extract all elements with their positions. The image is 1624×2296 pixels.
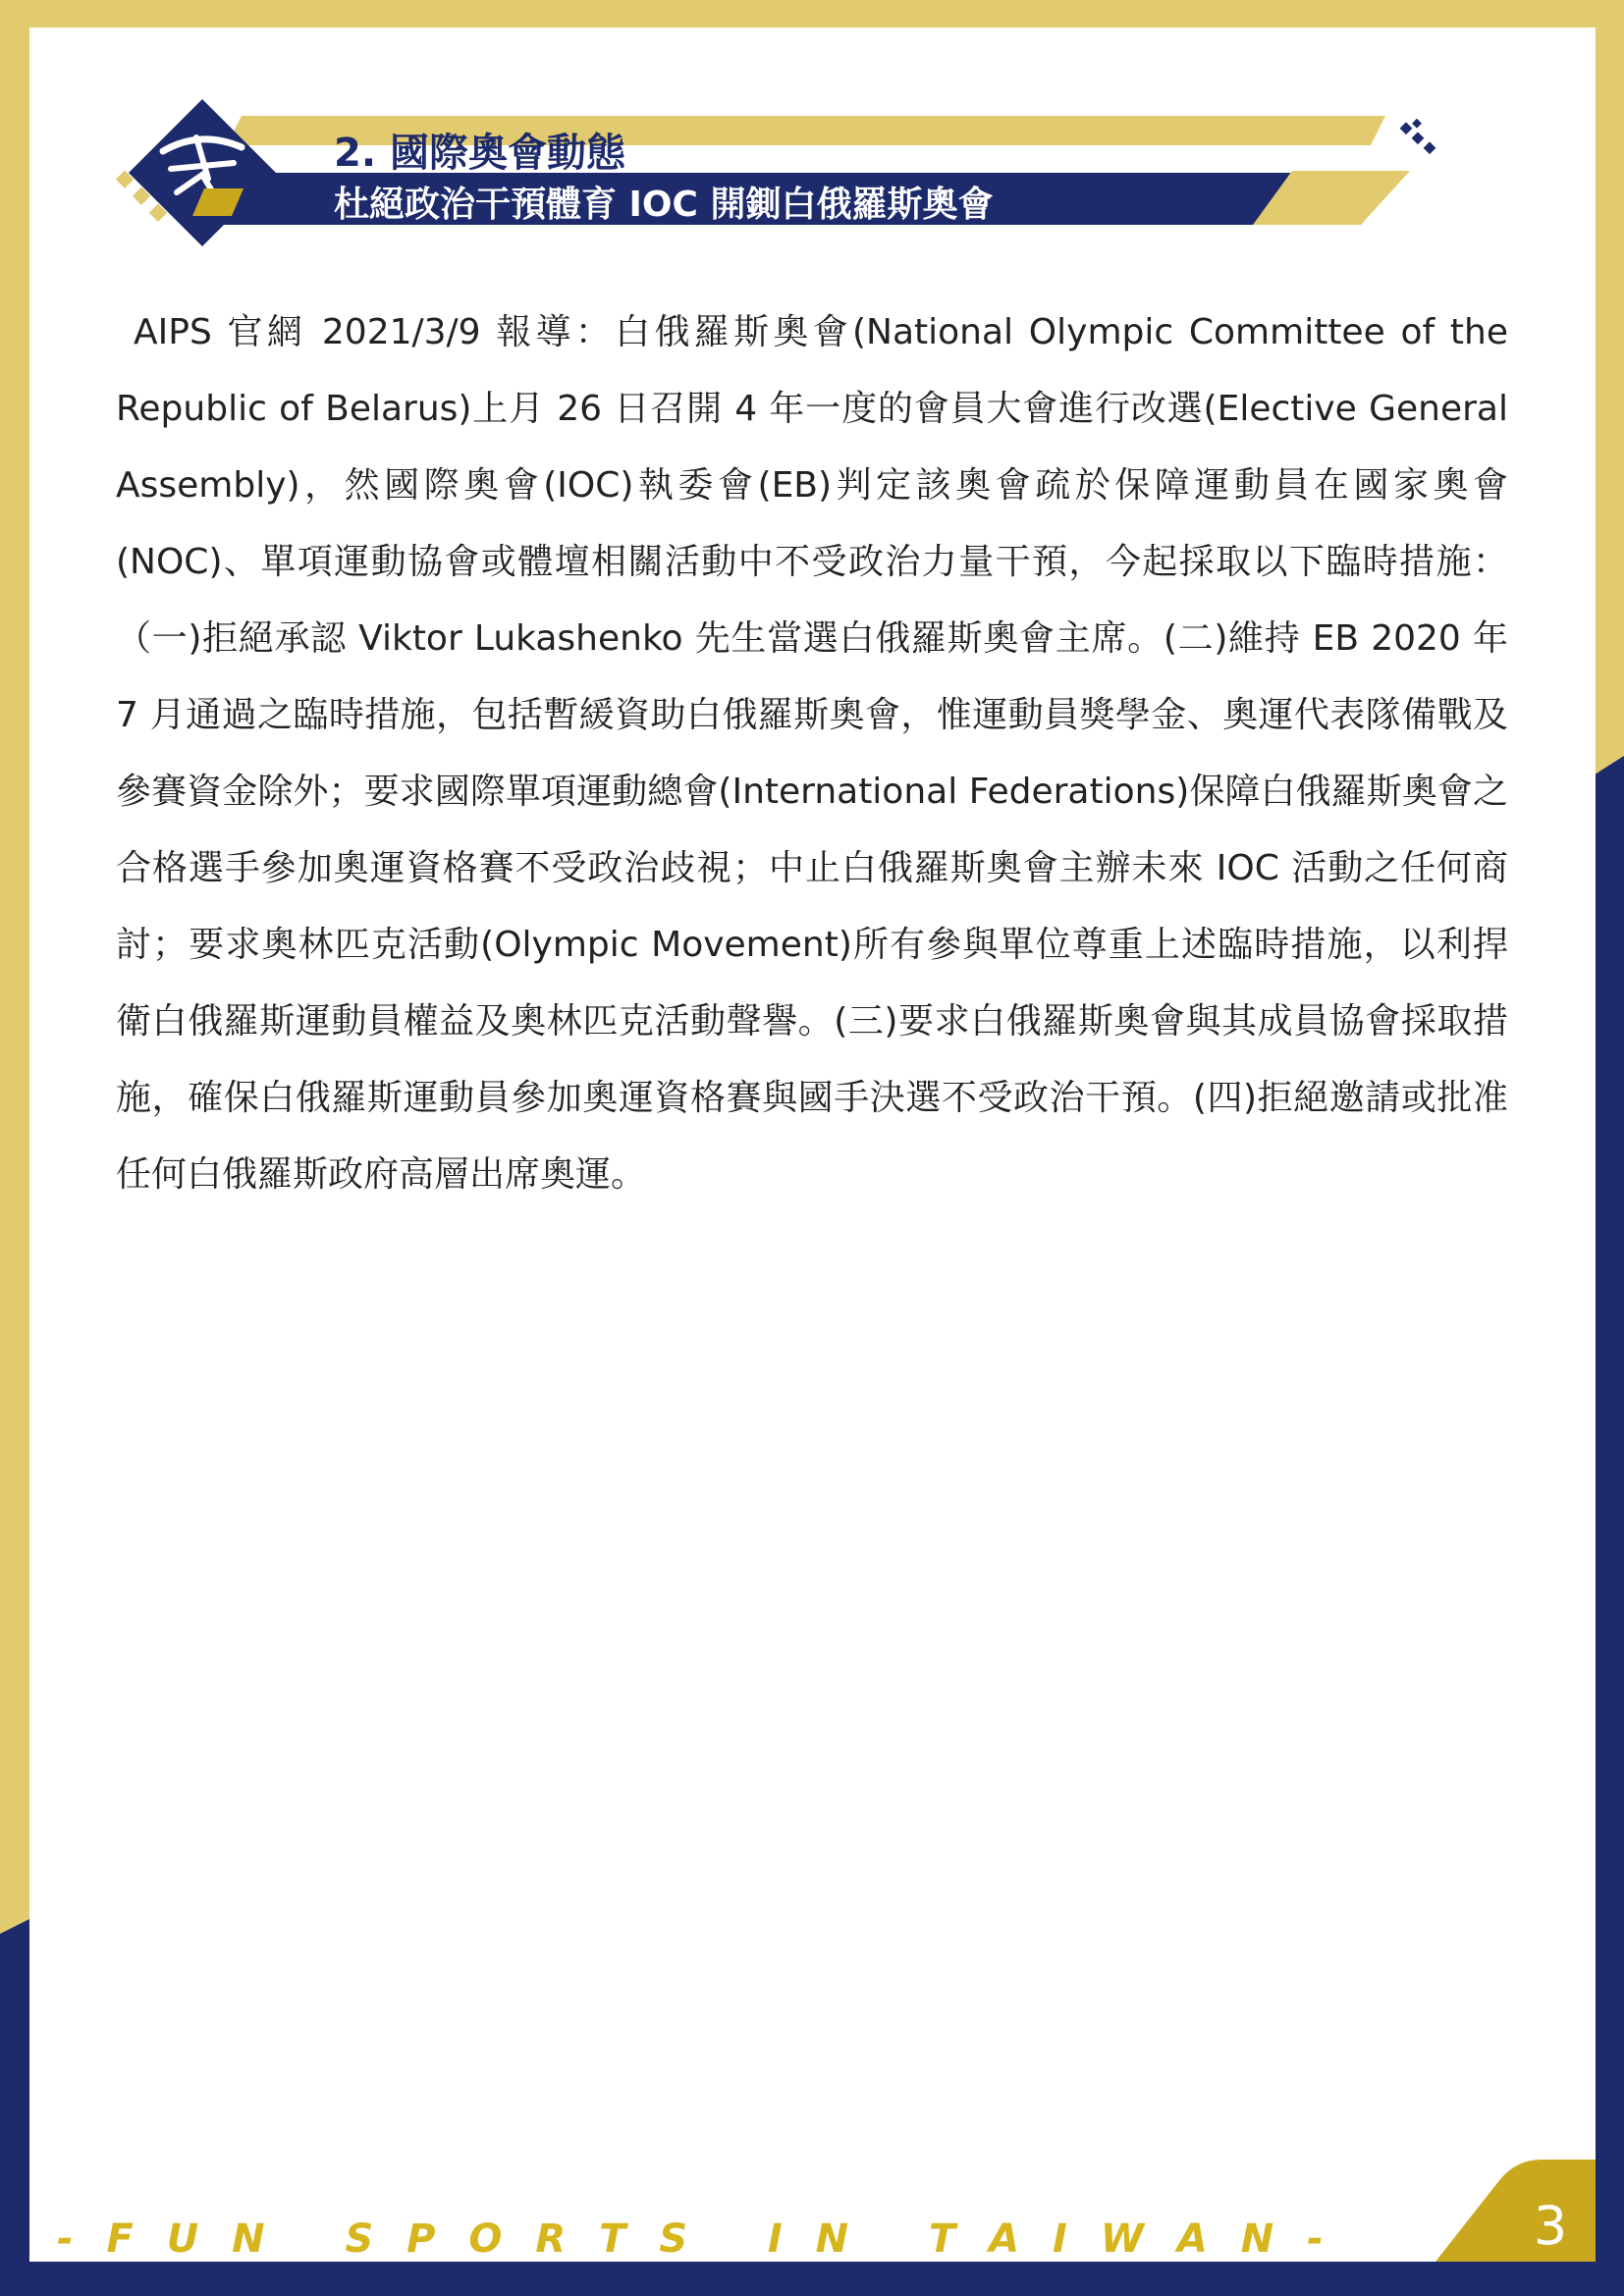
footer-slogan: - F U N S P O R T S I N T A I W A N - — [57, 2216, 1333, 2262]
article-subtitle: 杜絕政治干預體育 IOC 開鍘白俄羅斯奧會 — [334, 185, 994, 225]
section-title: 2. 國際奧會動態 — [334, 131, 625, 176]
article-body: AIPS 官網 2021/3/9 報導：白俄羅斯奧會(National Olympic Committee of the Republic of Belarus)上月 26 日召開 4 年一度的會員大會進行改選(Elective General Assembly)，然國際奧會(IOC)執委會(EB)判定該奧會疏於保障運動員在國家奧會(NOC)、單項運動協會或體壇相關活動中不受政治力量干預，今起採取以下臨時措施：（一)拒絕承認 Viktor Lukashenko 先生當選白俄羅斯奧會主席。(二)維持 EB 2020 年 7 月通過之臨時措施，包括暫緩資助白俄羅斯奧會，惟運動員獎學金、奧運代表隊備戰及參賽資金除外；要求國際單項運動總會(International Federations)保障白俄羅斯奧會之合格選手參加奧運資格賽不受政治歧視；中止白俄羅斯奧會主辦未來 IOC 活動之任何商討；要求奧林匹克活動(Olympic Movement)所有參與單位尊重上述臨時措施，以利捍衛白俄羅斯運動員權益及奧林匹克活動聲譽。(三)要求白俄羅斯奧會與其成員協會採取措施，確保白俄羅斯運動員參加奧運資格賽與國手決選不受政治干預。(四)拒絕邀請或批准任何白俄羅斯政府高層出席奧運。 — [116, 312, 1508, 1195]
page-number: 3 — [1533, 2195, 1568, 2257]
